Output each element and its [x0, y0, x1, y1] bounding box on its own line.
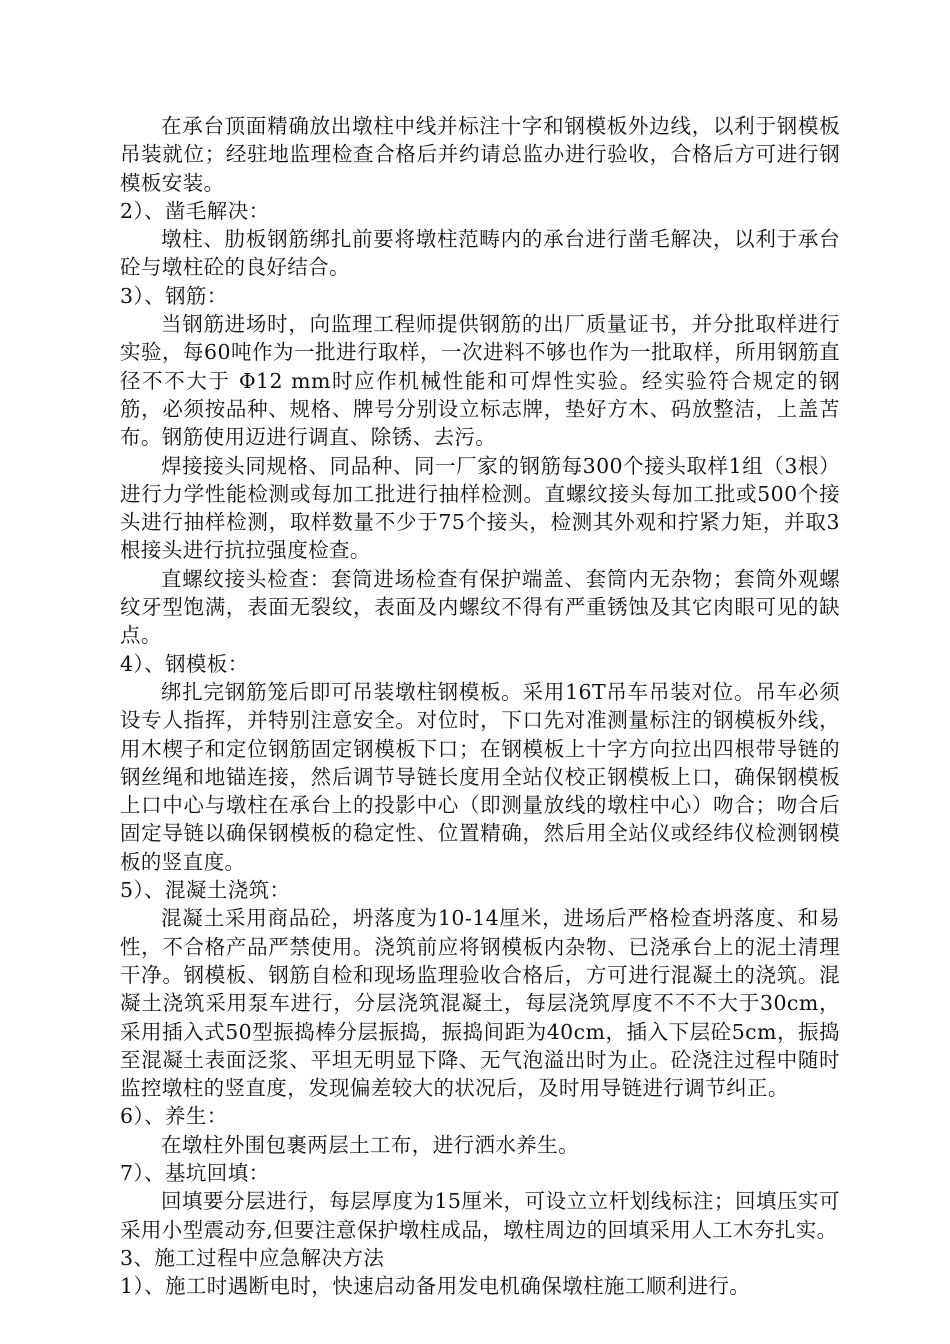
paragraph-chiseling: 墩柱、肋板钢筋绑扎前要将墩柱范畴内的承台进行凿毛解决，以利于承台砼与墩柱砼的良好结合。 [120, 227, 840, 280]
paragraph-rebar-sampling: 当钢筋进场时，向监理工程师提供钢筋的出厂质量证书，并分批取样进行实验，每60吨作为一批进行取样，一次进料不够也作为一批取样，所用钢筋直径不不大于 Φ12 mm时应作机械性能和可焊性实验。经实验符合规定的钢筋，必须按品种、规格、牌号分别设立标志牌，垫好方木、码放整洁，上盖苫布。钢筋使用迈进行调直、除锈、去污。 [120, 312, 840, 450]
section-heading-emergency: 3、施工过程中应急解决方法 [120, 1245, 385, 1270]
section-heading-steel-formwork: 4）、钢模板： [120, 651, 249, 676]
paragraph-thread-joint-inspection: 直螺纹接头检查：套筒进场检查有保护端盖、套筒内无杂物；套筒外观螺纹牙型饱满，表面无裂纹，表面及内螺纹不得有严重锈蚀及其它肉眼可见的缺点。 [120, 566, 840, 648]
section-heading-backfill: 7）、基坑回填： [120, 1160, 270, 1185]
paragraph-weld-joint-testing: 焊接接头同规格、同品种、同一厂家的钢筋每300个接头取样1组（3根）进行力学性能检测或每加工批进行抽样检测。直螺纹接头每加工批或500个接头进行抽样检测，取样数量不少于75个接头，检测其外观和拧紧力矩，并取3根接头进行抗拉强度检查。 [120, 453, 840, 563]
section-heading-chiseling: 2）、凿毛解决： [120, 198, 270, 223]
document-body [120, 112, 840, 1300]
section-heading-curing: 6）、养生： [120, 1104, 228, 1129]
paragraph-steel-formwork: 绑扎完钢筋笼后即可吊装墩柱钢模板。采用16T吊车吊装对位。吊车必须设专人指挥，并特别注意安全。对位时，下口先对准测量标注的钢模板外线，用木楔子和定位钢筋固定钢模板下口；在钢模板上十字方向拉出四根带导链的钢丝绳和地锚连接，然后调节导链长度用全站仪校正钢模板上口，确保钢模板上口中心与墩柱在承台上的投影中心（即测量放线的墩柱中心）吻合；吻合后固定导链以确保钢模板的稳定性、位置精确，然后用全站仪或经纬仪检测钢模板的竖直度。 [120, 679, 840, 874]
section-heading-rebar: 3）、钢筋： [120, 283, 228, 308]
paragraph-concrete-pouring: 混凝土采用商品砼，坍落度为10-14厘米，进场后严格检查坍落度、和易性，不合格产品严禁使用。浇筑前应将钢模板内杂物、已浇承台上的泥土清理干净。钢模板、钢筋自检和现场监理验收合格后，方可进行混凝土的浇筑。混凝土浇筑采用泵车进行，分层浇筑混凝土，每层浇筑厚度不不不大于30cm，采用插入式50型振捣棒分层振捣，振捣间距为40cm，插入下层砼5cm，振捣至混凝土表面泛浆、平坦无明显下降、无气泡溢出时为止。砼浇注过程中随时监控墩柱的竖直度，发现偏差较大的状况后，及时用导链进行调节纠正。 [120, 906, 840, 1101]
paragraph-curing: 在墩柱外围包裹两层土工布，进行洒水养生。 [161, 1132, 579, 1157]
section-item-power-outage: 1）、施工时遇断电时，快速启动备用发电机确保墩柱施工顺利进行。 [120, 1274, 751, 1299]
paragraph-formwork-layout: 在承台顶面精确放出墩柱中线并标注十字和钢模板外边线，以利于钢模板吊装就位；经驻地监理检查合格后并约请总监办进行验收，合格后方可进行钢模板安装。 [120, 114, 840, 195]
paragraph-backfill: 回填要分层进行，每层厚度为15厘米，可设立立杆划线标注；回填压实可采用小型震动夯,但要注意保护墩柱成品，墩柱周边的回填采用人工木夯扎实。 [120, 1189, 840, 1242]
section-heading-concrete-pouring: 5）、混凝土浇筑： [120, 878, 291, 903]
